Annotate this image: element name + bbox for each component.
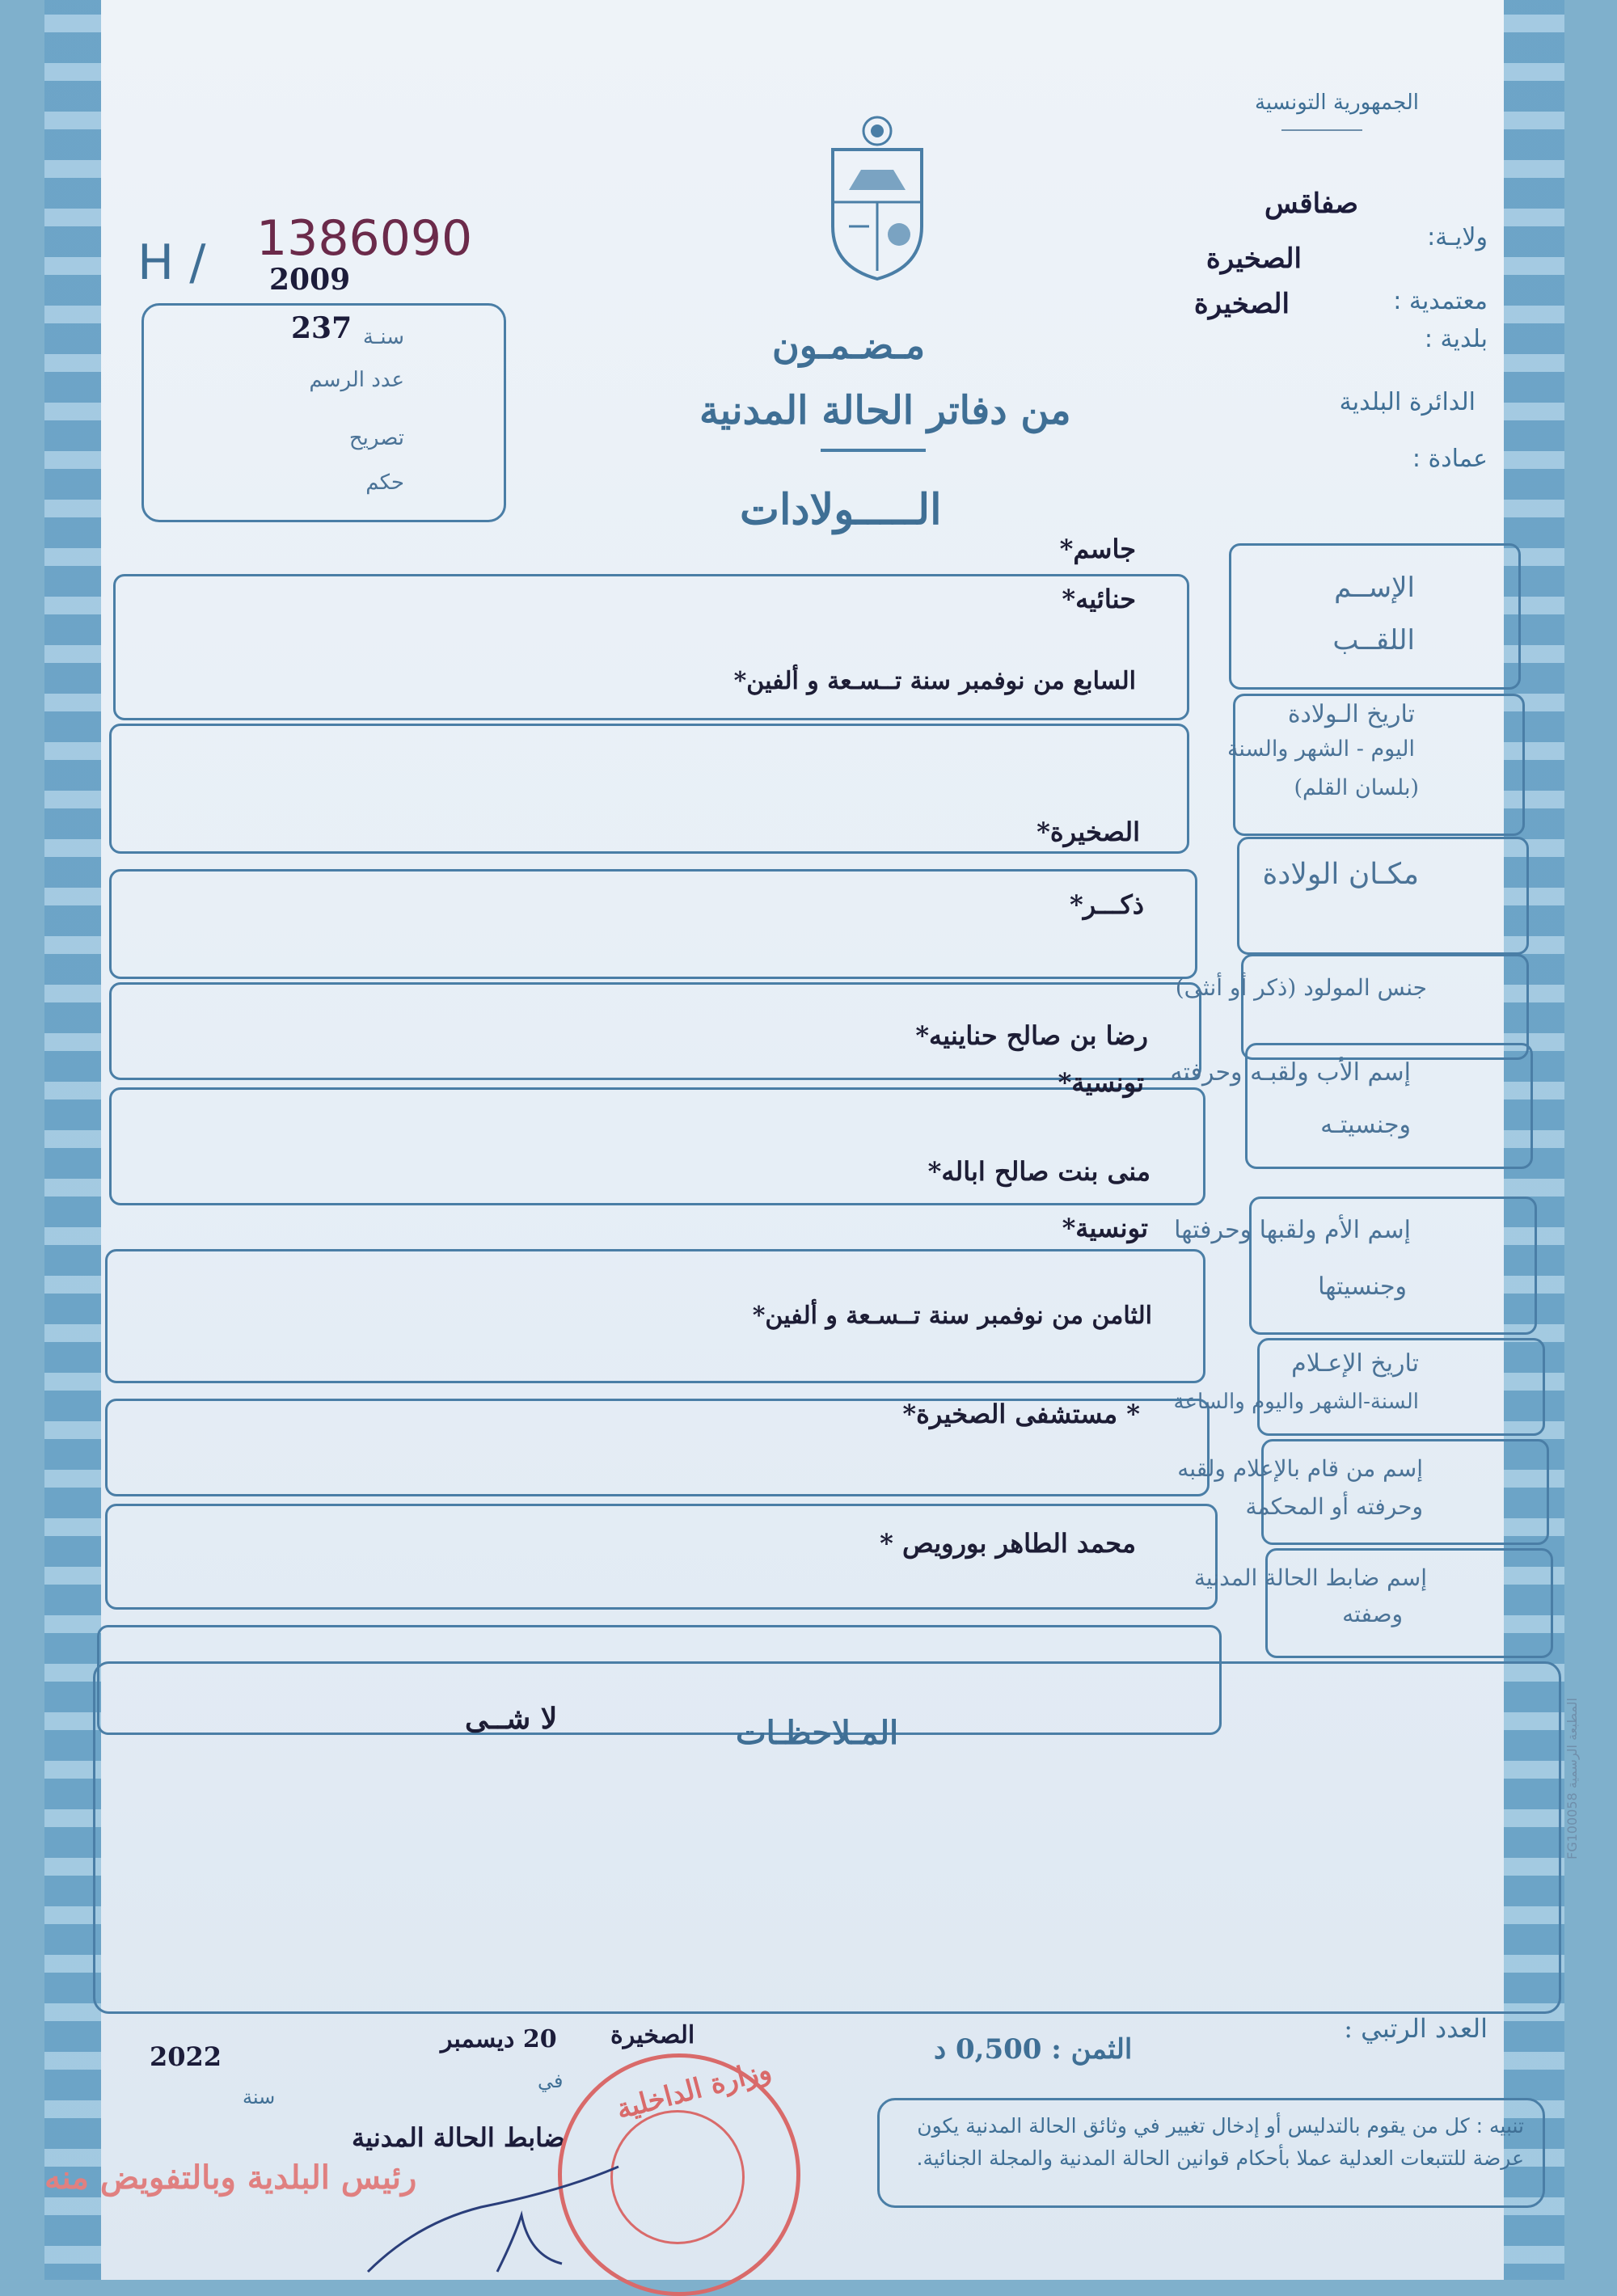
- document-subtitle: من دفاتر الحالة المدنية: [699, 388, 1071, 433]
- price-label: الثمن : 0,500 د: [934, 2033, 1133, 2066]
- sex-value: ذكـــر*: [1070, 889, 1144, 920]
- declarant-value: * مستشفى الصخيرة*: [902, 1399, 1140, 1429]
- section-title: الـــــولادات: [740, 485, 942, 534]
- birth-date-format-label: اليوم - الشهر والسنة: [1226, 736, 1415, 762]
- stamp-text: وزارة الداخلية: [613, 2053, 775, 2126]
- mother-nationality-value: تونسية*: [1062, 1213, 1148, 1243]
- declarant-label: إسم من قام بالإعلام ولقبه: [1177, 1455, 1423, 1482]
- divider: [1281, 129, 1362, 131]
- father-value: رضا بن صالح حناينيه*: [915, 1020, 1148, 1051]
- republic-title: الجمهورية التونسية: [1254, 91, 1419, 115]
- declaration-date-value: الثامن من نوفمبر سنة تــسـعة و ألفين*: [752, 1302, 1152, 1330]
- first-name-label: الإســم: [1334, 572, 1415, 604]
- coat-of-arms-icon: [825, 113, 930, 283]
- in-label: في: [538, 2070, 564, 2092]
- father-value-box: [109, 1087, 1205, 1205]
- declaration-date-format-label: السنة-الشهر واليوم والساعة: [1173, 1390, 1419, 1414]
- remarks-title: المـلاحظـات: [736, 1714, 899, 1752]
- motamadia-handwritten: الصخيرة: [1205, 243, 1302, 275]
- surname-label: اللقــب: [1332, 624, 1415, 656]
- birth-place-label: مكـان الولادة: [1262, 858, 1419, 891]
- remarks-value: لا شــى: [465, 1702, 558, 1736]
- wilaya-value: صفاقس: [1264, 188, 1358, 220]
- officer-signature-label: ضابط الحالة المدنية: [352, 2122, 566, 2153]
- mayor-red-stamp-line: رئيس البلدية وبالتفويض منه: [44, 2159, 417, 2197]
- name-value-box: [113, 574, 1189, 720]
- officer-title-label: وصفته: [1342, 1601, 1403, 1627]
- officer-label: إسم ضابط الحالة المدنية: [1193, 1564, 1427, 1591]
- birth-date-label: تاريخ الـولادة: [1287, 700, 1415, 728]
- serial-prefix: H /: [137, 234, 206, 291]
- birth-date-words-label: (بلسان القلم): [1294, 775, 1419, 800]
- serial-number: 1386090: [256, 210, 473, 267]
- first-name-value: جاسم*: [1059, 534, 1136, 564]
- printer-mark: المطبعة الرسمية FG100058: [1564, 1698, 1580, 1859]
- declarant-profession-label: وحرفته أو المحكمة: [1245, 1493, 1423, 1520]
- father-label: إسم الأب ولقبـه وحرفته: [1170, 1058, 1411, 1087]
- birth-place-value-box: [109, 869, 1197, 979]
- surname-value: حنائيه*: [1062, 584, 1136, 614]
- mother-nationality-label: وجنسيتها: [1318, 1273, 1407, 1301]
- omada-label: عمادة :: [1412, 445, 1488, 473]
- declaration-label: تصريح: [348, 426, 404, 450]
- baladia-value: الصخيرة: [1193, 288, 1290, 320]
- issue-year: 2022: [150, 2041, 222, 2072]
- birth-place-label-box: [1237, 837, 1529, 955]
- register-year: 2009: [269, 263, 351, 297]
- warning-text: تنبيه : كل من يقوم بالتدليس أو إدخال تغيير في وثائق الحالة المدنية يكون عرضة للتتبعات العدلية عملا بأحكام قوانين الحالة المدنية والمجلة الجنائية.: [916, 2114, 1524, 2170]
- baladia-label: بلدية :: [1424, 325, 1488, 353]
- serial-number-label: العدد الرتبي :: [1344, 2013, 1488, 2044]
- year-label: سنة: [243, 2086, 276, 2108]
- father-nationality-label: وجنسيتـه: [1320, 1111, 1411, 1139]
- mother-label: إسم الأم ولقبها وحرفتها: [1174, 1216, 1411, 1244]
- declaration-date-label: تاريخ الإعـلام: [1291, 1349, 1419, 1378]
- register-year-label: سنـة: [362, 325, 404, 349]
- name-label-box: [1229, 543, 1521, 690]
- birth-place-value: الصخيرة*: [1036, 817, 1140, 847]
- birth-date-value: السابع من نوفمبر سنة تــسـعة و ألفين*: [733, 667, 1136, 695]
- sex-label: جنس المولود (ذكر أو أنثى): [1175, 974, 1427, 1001]
- mother-value: منى بنت صالح اباله*: [927, 1156, 1150, 1187]
- motamadia-label: معتمدية :: [1393, 287, 1488, 315]
- daira-label: الدائرة البلدية: [1339, 388, 1476, 416]
- document-sheet: [44, 0, 1580, 2280]
- register-number-label: عدد الرسم: [309, 368, 404, 392]
- judgment-label: حكم: [365, 471, 404, 495]
- officer-value: محمد الطاهر بورويص *: [880, 1528, 1136, 1559]
- document-title: مـضـمـون: [772, 323, 926, 367]
- birth-date-value-box: [109, 724, 1189, 854]
- father-nationality-value: تونسية*: [1058, 1067, 1144, 1098]
- issue-day-month: 20 ديسمبر: [441, 2025, 557, 2053]
- title-underline: [821, 449, 926, 452]
- signature-icon: [352, 2142, 691, 2280]
- issue-place: الصخيرة: [610, 2021, 695, 2049]
- register-number: 237: [291, 311, 353, 345]
- wilaya-label: ولايـة:: [1427, 223, 1488, 251]
